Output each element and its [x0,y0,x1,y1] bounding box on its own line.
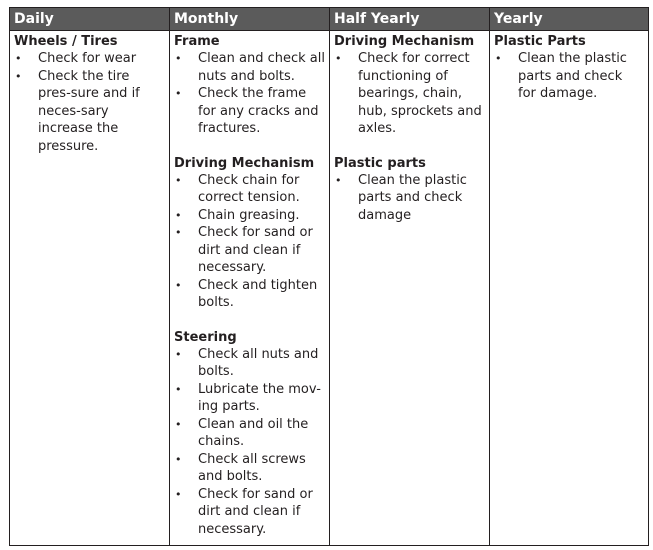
maintenance-schedule-table [9,7,649,546]
monthly-cell [170,31,330,546]
section-plastic-parts [334,155,485,225]
section-title: Frame [174,34,220,49]
task-item: • Check the frame for any cracks and fractures. [174,85,325,138]
task-list [174,172,325,312]
yearly-cell [490,31,649,546]
task-item: • Check the tire pres-sure and if neces-sary increase the pressure. [14,68,165,156]
task-item: • Clean the plastic parts and check for damage. [494,50,644,103]
task-list [334,50,485,138]
column-header-monthly: Monthly [170,8,330,31]
task-item: • Check and tighten bolts. [174,277,325,312]
section-plastic-parts [494,33,644,103]
half-yearly-cell [330,31,490,546]
section-title: Steering [174,329,237,345]
section-frame [174,33,325,138]
header-row [10,8,649,31]
task-item: • Check for wear [14,50,165,68]
section-title: Driving Mechanism [174,155,315,171]
task-list [494,50,644,103]
task-item: • Check chain for correct tension. [174,172,325,207]
task-item: • Clean and check all nuts and bolts. [174,50,325,85]
task-item: • Lubricate the mov-ing parts. [174,381,325,416]
task-list [174,50,325,138]
task-item: • Check all screws and bolts. [174,451,325,486]
task-item: • Check all nuts and bolts. [174,346,325,381]
task-list [334,172,485,225]
task-list [14,50,165,155]
section-driving-mechanism [334,33,485,138]
section-wheels-tires [14,33,165,155]
task-item: • Clean and oil the chains. [174,416,325,451]
section-title: Wheels / Tires [14,34,118,49]
task-item: • Chain greasing. [174,207,325,225]
section-title: Plastic Parts [494,34,586,49]
section-steering [174,329,325,539]
column-header-half-yearly: Half Yearly [330,8,490,31]
task-item: • Check for sand or dirt and clean if necessary. [174,486,325,539]
section-title: Plastic parts [334,155,426,171]
daily-cell [10,31,170,546]
task-list [174,346,325,539]
section-title: Driving Mechanism [334,34,475,49]
section-driving-mechanism [174,155,325,312]
task-item: • Check for correct functioning of bearings, chain, hub, sprockets and axles. [334,50,485,138]
task-item: • Check for sand or dirt and clean if necessary. [174,224,325,277]
task-item: • Clean the plastic parts and check damage [334,172,485,225]
column-header-daily: Daily [10,8,170,31]
tasks-row [10,31,649,546]
column-header-yearly: Yearly [490,8,649,31]
